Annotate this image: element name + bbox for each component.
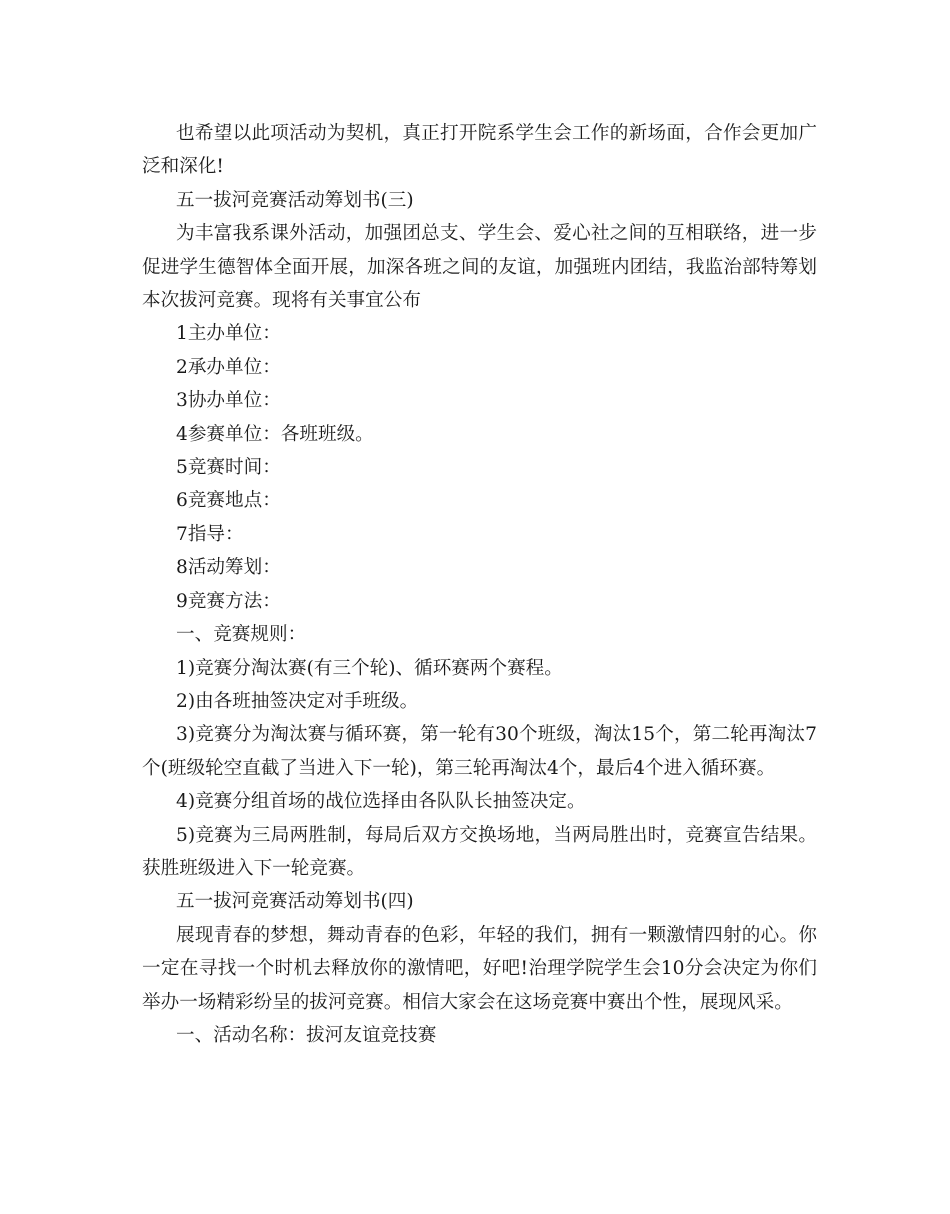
list-item-co-organizer: 3协办单位： — [176, 390, 281, 412]
list-item-time: 5竞赛时间： — [176, 457, 281, 479]
list-item-planning: 8活动筹划： — [176, 557, 281, 579]
section-heading-3: 五一拔河竞赛活动筹划书(三) — [176, 189, 414, 211]
section-heading-4: 五一拔河竞赛活动筹划书(四) — [176, 891, 414, 913]
list-item-undertaker: 2承办单位： — [176, 356, 281, 378]
rule-4: 4)竞赛分组首场的战位选择由各队队长抽签决定。 — [176, 791, 586, 813]
list-item-guidance: 7指导： — [176, 523, 244, 545]
activity-name: 一、活动名称：拔河友谊竞技赛 — [176, 1024, 437, 1046]
paragraph-intro-3: 为丰富我系课外活动，加强团总支、学生会、爱心社之间的互相联络，进一步促进学生德智体全面开展，加深各班之间的友谊，加强班内团结，我监治部特筹划本次拔河竞赛。现将有关事宜公布 — [142, 223, 817, 312]
paragraph-intro-4: 展现青春的梦想，舞动青春的色彩，年轻的我们，拥有一颗激情四射的心。你一定在寻找一个时机去释放你的激情吧，好吧!治理学院学生会10分会决定为你们举办一场精彩纷呈的拔河竞赛。相信大家会在这场竞赛中赛出个性，展现风采。 — [142, 924, 817, 1013]
rule-1: 1)竞赛分淘汰赛(有三个轮)、循环赛两个赛程。 — [176, 657, 563, 679]
list-item-method: 9竞赛方法： — [176, 590, 281, 612]
rule-3: 3)竞赛分为淘汰赛与循环赛，第一轮有30个班级，淘汰15个，第二轮再淘汰7个(班级轮空直截了当进入下一轮)，第三轮再淘汰4个，最后4个进入循环赛。 — [142, 724, 817, 779]
document-body — [142, 117, 817, 1052]
list-item-venue: 6竞赛地点： — [176, 490, 281, 512]
list-item-organizer: 1主办单位： — [176, 323, 281, 345]
rule-2: 2)由各班抽签决定对手班级。 — [176, 690, 419, 712]
rules-heading: 一、竞赛规则： — [176, 624, 307, 646]
paragraph-1: 也希望以此项活动为契机，真正打开院系学生会工作的新场面，合作会更加广泛和深化! — [142, 123, 817, 178]
rule-5: 5)竞赛为三局两胜制，每局后双方交换场地，当两局胜出时，竞赛宣告结果。获胜班级进入下一轮竞赛。 — [142, 824, 817, 879]
list-item-participants: 4参赛单位：各班班级。 — [176, 423, 374, 445]
